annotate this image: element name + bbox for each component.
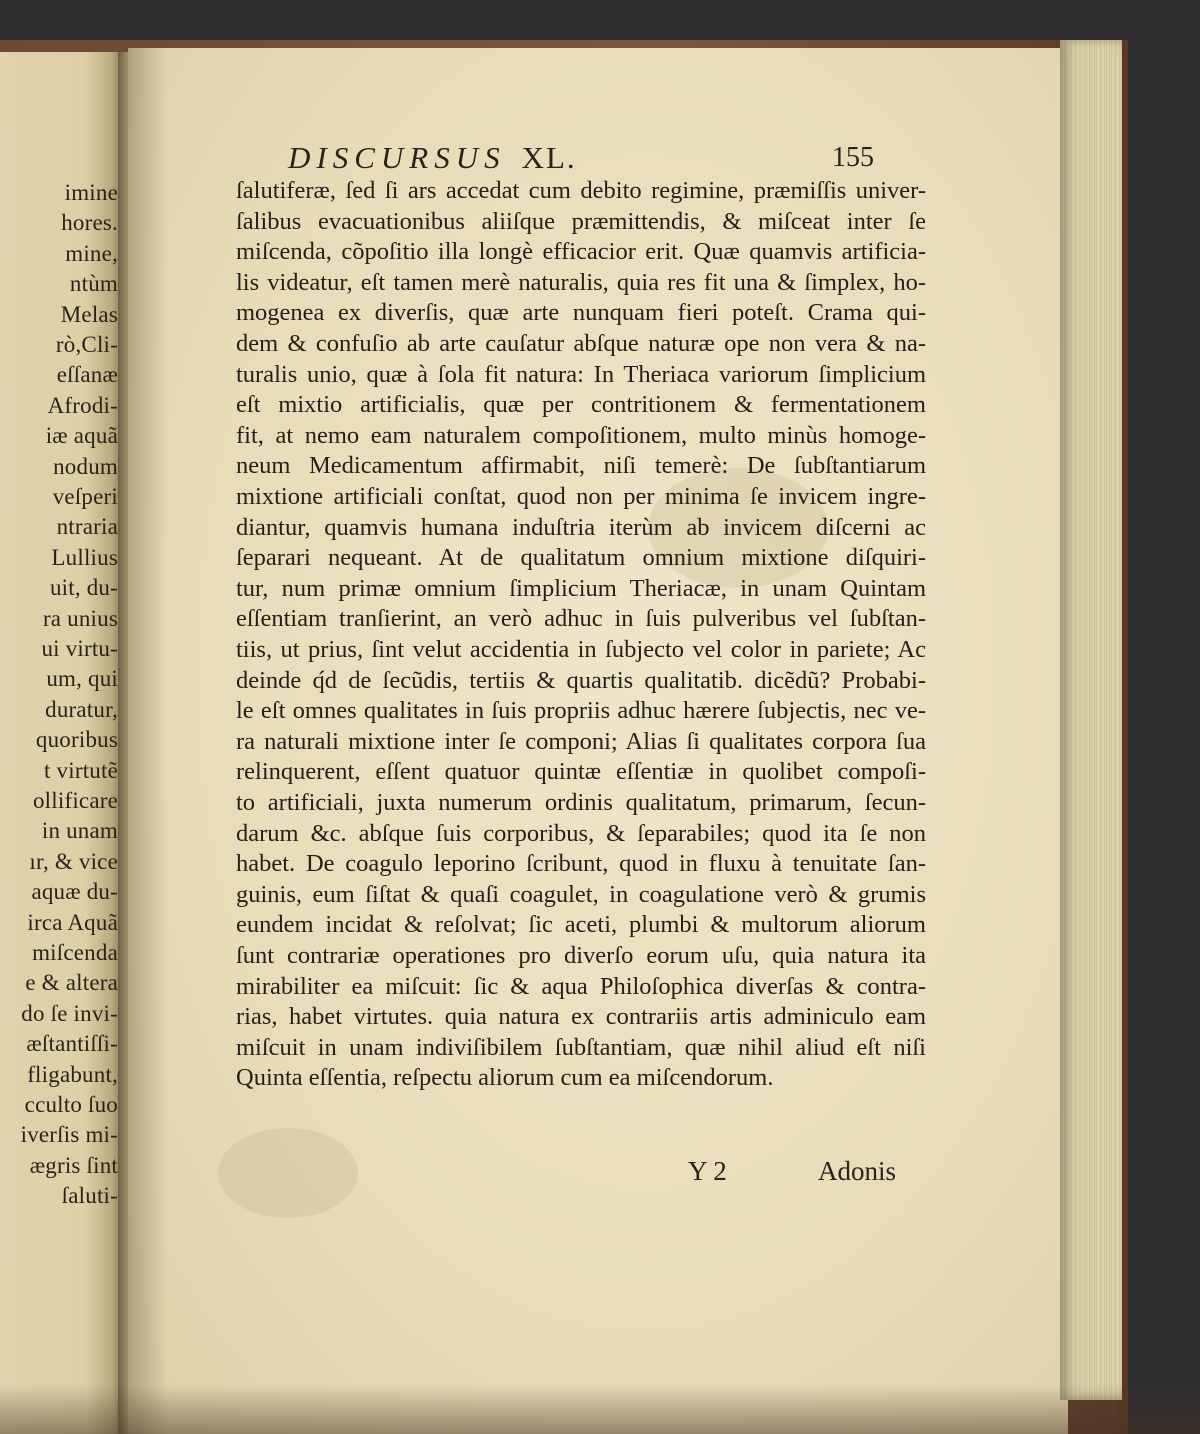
left-page-line: mine,: [65, 240, 118, 266]
body-line: eſſentiam tranſierint, an verò adhuc in ſuis pulveribus vel ſubſtan-: [236, 605, 926, 633]
left-page-line: imine: [64, 180, 118, 205]
left-page-line: uit, du-: [49, 575, 118, 601]
body-line: to artificiali, juxta numerum ordinis qualitatum, primarum, ſecun-: [236, 789, 926, 816]
left-page-line: rò,Cli-: [55, 332, 118, 357]
left-page-line: fligabunt,: [27, 1061, 118, 1087]
body-line: turalis unio, quæ à ſola fit natura: In Theriaca variorum ſimplicium: [236, 360, 926, 388]
body-line: dem & confuſio ab arte cauſatur abſque naturæ ope non vera & na-: [236, 330, 926, 357]
body-line: Quinta eſſentia, reſpectu aliorum cum ea miſcendorum.: [236, 1064, 774, 1092]
body-line: mirabiliter ea miſcuit: ſic & aqua Philoſophica diverſas & contra-: [236, 972, 926, 1000]
left-page-line: iverſis mi-: [20, 1122, 118, 1148]
running-head-number: XL.: [521, 140, 577, 175]
left-page-line: do ſe invi-: [21, 1000, 118, 1026]
body-line: ſeparari nequeant. At de qualitatum omnium mixtione diſquiri-: [236, 544, 926, 572]
left-page-line: nodum: [53, 453, 118, 479]
left-page-line: ui virtu-: [41, 636, 118, 661]
page-fore-edge: [1060, 40, 1122, 1400]
body-line: ſalibus evacuationibus aliiſque præmittendis, & miſceat inter ſe: [236, 207, 926, 235]
left-page-line: in unam: [41, 818, 118, 844]
catchword: Adonis: [818, 1156, 897, 1186]
page-number: 155: [832, 142, 874, 173]
body-line: relinquerent, eſſent quatuor quintæ eſſentiæ in quolibet compoſi-: [236, 758, 926, 786]
left-page-line: iæ aquã: [45, 423, 118, 449]
left-page-line: Lullius: [51, 544, 118, 570]
left-page-line: miſcenda: [32, 940, 118, 965]
body-line: ra naturali mixtione inter ſe componi; Alias ſi qualitates corpora ſua: [236, 727, 926, 755]
left-page-line: veſperi: [52, 484, 118, 509]
body-line: darum &c. abſque ſuis corporibus, & ſeparabiles; quod ita ſe non: [236, 819, 926, 847]
left-page-line: ra unius: [42, 605, 118, 631]
body-line: ſalutiferæ, ſed ſi ars accedat cum debito regimine, præmiſſis univer-: [236, 177, 926, 204]
left-page-line: ſaluti-: [61, 1183, 118, 1209]
body-line: lis videatur, eſt tamen merè naturalis, quia res fit una & ſimplex, ho-: [236, 268, 926, 296]
left-page-line: ır, & vice: [29, 848, 118, 874]
body-line: neum Medicamentum affirmabit, niſi temerè: De ſubſtantiarum: [236, 452, 926, 480]
left-page-line: aquæ du-: [31, 879, 118, 905]
body-line: le eſt omnes qualitates in ſuis propriis adhuc hærere ſubjectis, nec ve-: [236, 697, 926, 725]
body-line: eundem incidat & reſolvat; ſic aceti, plumbi & multorum aliorum: [236, 911, 926, 939]
signature-mark: Y 2: [688, 1156, 727, 1186]
paper-stain: [218, 1128, 358, 1218]
left-page-line: eſſanæ: [56, 362, 118, 388]
body-line: miſcuit in unam indiviſibilem ſubſtantiam, quæ nihil aliud eſt niſi: [236, 1033, 926, 1061]
body-line: rias, habet virtutes. quia natura ex contrariis artis adminiculo eam: [236, 1003, 926, 1031]
body-line: fit, at nemo eam naturalem compoſitionem, multo minùs homoge-: [236, 421, 926, 449]
left-page-line: hores.: [61, 210, 118, 236]
left-page-line: æſtantiſſi-: [26, 1031, 118, 1057]
left-page: [0, 52, 122, 1434]
body-line: eſt mixtio artificialis, quæ per contritionem & fermentationem: [236, 391, 926, 419]
body-line: tur, num primæ omnium ſimplicium Theriacæ, in unam Quintam: [236, 574, 926, 602]
running-head-title: DISCURSUS: [288, 140, 506, 175]
right-page: [128, 48, 1068, 1434]
left-page-line: um, qui: [46, 666, 118, 692]
left-page-line: duratur,: [45, 696, 118, 722]
body-line: habet. De coagulo leporino ſcribunt, quod in fluxu à tenuitate ſan-: [236, 850, 926, 878]
left-page-line: ollificare: [32, 788, 118, 813]
bottom-shadow: [0, 1384, 1200, 1434]
left-page-line: irca Aquã: [27, 909, 118, 935]
body-line: guinis, eum ſiſtat & quaſi coagulet, in coagulatione verò & grumis: [236, 880, 926, 908]
left-page-line: Melas: [60, 301, 118, 327]
left-page-line: quoribus: [35, 727, 118, 753]
left-page-line: ntùm: [69, 271, 118, 297]
left-page-line: Afrodi-: [47, 392, 118, 418]
left-page-line: ægris ſint: [29, 1152, 118, 1178]
left-page-line: t virtutẽ: [44, 757, 118, 783]
body-line: diantur, quamvis humana induſtria iterùm ab invicem diſcerni ac: [236, 513, 926, 541]
body-line: deinde q́d de ſecũdis, tertiis & quartis qualitatib. dicẽdũ? Probabi-: [236, 666, 926, 694]
left-page-line: cculto ſuo: [24, 1092, 118, 1117]
body-line: mixtione artificiali conſtat, quod non per minima ſe invicem ingre-: [236, 483, 926, 510]
body-line: ſunt contrariæ operationes pro diverſo eorum uſu, quia natura ita: [236, 942, 926, 969]
body-line: tiis, ut prius, ſint velut accidentia in ſubjecto vel color in pariete; Ac: [236, 636, 926, 663]
body-line: mogenea ex diverſis, quæ arte nunquam fieri poteſt. Crama qui-: [236, 299, 926, 327]
left-page-line: ntraria: [56, 514, 118, 540]
running-head: [288, 140, 888, 176]
left-page-line: e & altera: [25, 970, 118, 996]
body-line: miſcenda, cõpoſitio illa longè efficacior erit. Quæ quamvis artificia-: [236, 238, 926, 266]
